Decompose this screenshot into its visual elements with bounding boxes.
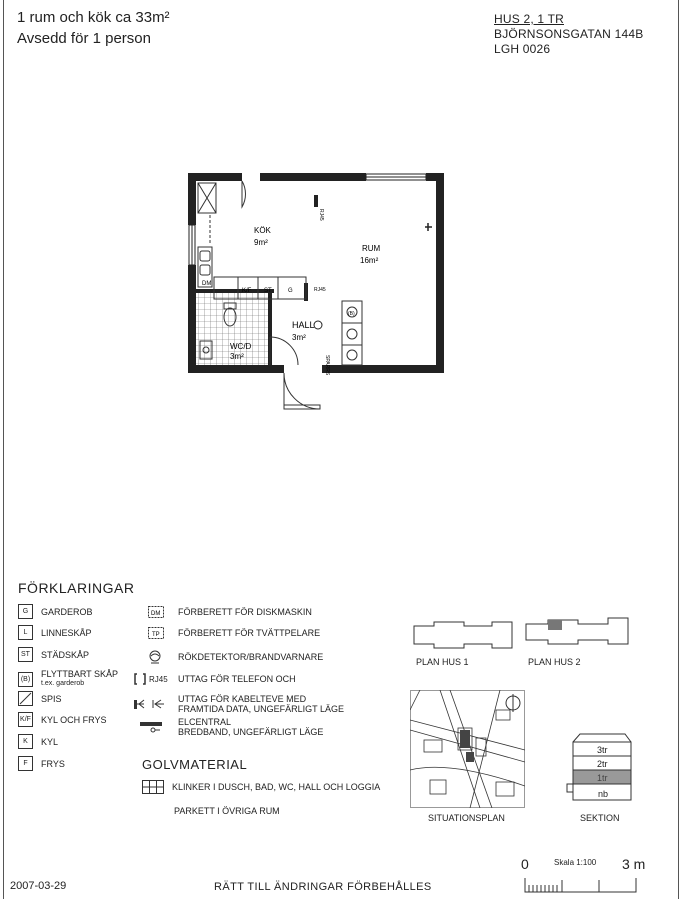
legend-item-telefon: RJ45 UTTAG FÖR TELEFON OCH [134, 673, 296, 685]
room-area: 16m² [360, 256, 379, 265]
legend-heading: FÖRKLARINGAR [18, 580, 135, 596]
legend-item-kyl: K KYL [18, 734, 58, 749]
legend-item-kylfrys: K/F KYL OCH FRYS [18, 712, 107, 727]
spis-icon [18, 691, 33, 706]
legend-item-kabeltv: UTTAG FÖR KABELTEVE MED FRAMTIDA DATA, UNGEFÄRLIGT LÄGE [134, 694, 344, 714]
scale-zero: 0 [521, 856, 529, 872]
g-label: G [288, 288, 293, 294]
legend-item-tvattpelare: TP FÖRBERETT FÖR TVÄTTPELARE [148, 627, 320, 639]
kyl-icon: K [18, 734, 33, 749]
linneskap-icon: L [18, 625, 33, 640]
rj45-symbol [314, 195, 318, 207]
golv-parkett: PARKETT I ÖVRIGA RUM [174, 806, 280, 816]
svg-text:DM: DM [151, 611, 161, 617]
flyttbart-skap-icon: (B) [18, 672, 33, 687]
drawing-date: 2007-03-29 [10, 880, 67, 892]
legend-item-linneskap: L LINNESKÅP [18, 625, 92, 640]
section-floor-nb: nb [598, 789, 609, 799]
kyl-frys-icon: K/F [18, 712, 33, 727]
dm-label: DM [202, 281, 212, 287]
scale-max: 3 m [622, 856, 646, 872]
legend-item-diskmaskin: DM FÖRBERETT FÖR DISKMASKIN [148, 606, 312, 618]
hall-label: HALL [292, 320, 315, 330]
kitchen-fixtures [198, 181, 306, 299]
legend-item-elcentral: ELCENTRAL BREDBAND, UNGEFÄRLIGT LÄGE [140, 717, 323, 737]
tile-icon [142, 780, 168, 794]
plan-hus2-label: PLAN HUS 2 [528, 657, 581, 667]
frys-icon: F [18, 756, 33, 771]
rj45-label: RJ45 [318, 209, 324, 221]
legend-item-garderob: G GARDEROB [18, 604, 93, 619]
scale-bar [524, 876, 639, 894]
apartment-size: 1 rum och kök ca 33m² [17, 9, 170, 26]
legend-item-stadskap: ST STÄDSKÅP [18, 647, 89, 662]
plan-hus1-label: PLAN HUS 1 [416, 657, 469, 667]
golvmaterial-heading: GOLVMATERIAL [142, 757, 248, 772]
hall-area: 3m² [292, 333, 306, 342]
disclaimer: RÄTT TILL ÄNDRINGAR FÖRBEHÅLLES [214, 881, 432, 893]
tvattpelare-icon [148, 627, 174, 639]
golv-klinker: KLINKER I DUSCH, BAD, WC, HALL OCH LOGGIA [142, 780, 380, 794]
section-floor-3tr: 3tr [597, 745, 608, 755]
rj45-label-hall: RJ45 [314, 287, 326, 293]
diskmaskin-icon [148, 606, 174, 618]
situation-plan-map [410, 690, 525, 808]
plan-hus2-diagram [524, 614, 632, 652]
wc-area: 3m² [230, 352, 244, 361]
kabeltv-icon [134, 697, 174, 711]
smoke-detector-icon [314, 321, 322, 329]
section-floor-2tr: 2tr [597, 759, 608, 769]
apartment-number: LGH 0026 [494, 42, 551, 56]
entrance-door [284, 373, 320, 409]
street-address: BJÖRNSONSGATAN 144B [494, 27, 644, 41]
sparrs-label: SPARRS [324, 355, 330, 376]
kitchen-area: 9m² [254, 238, 268, 247]
section-floor-1tr: 1tr [597, 773, 608, 783]
occupancy: Avsedd för 1 person [17, 30, 151, 47]
situation-plan-label: SITUATIONSPLAN [428, 813, 505, 823]
apartment-location-marker [548, 620, 562, 630]
stadskap-icon: ST [18, 647, 33, 662]
elcentral-icon [140, 721, 174, 733]
floor-plan [180, 165, 470, 415]
legend-item-flyttbart: (B) FLYTTBART SKÅP t.ex. garderob [18, 669, 118, 689]
svg-text:TP: TP [152, 632, 160, 638]
house-floor: HUS 2, 1 TR [494, 12, 564, 26]
legend-item-rokdetektor: RÖKDETEKTOR/BRANDVARNARE [148, 650, 323, 664]
smoke-detector-legend-icon [148, 650, 174, 664]
rj45-legend-icon: RJ45 [134, 673, 174, 685]
legend-item-frys: F FRYS [18, 756, 65, 771]
kf-label: K/F [242, 288, 252, 294]
tv-outlet-symbol [425, 223, 432, 231]
st-label: ST [264, 288, 272, 294]
wardrobe-b-label: (B) [348, 311, 355, 317]
scale-label: Skala 1:100 [554, 858, 597, 867]
wc-label: WC/D [230, 342, 252, 351]
plan-hus1-diagram [412, 618, 517, 654]
legend-item-spis: SPIS [18, 691, 62, 706]
windows [189, 174, 426, 265]
room-label: RUM [362, 244, 381, 253]
kitchen-label: KÖK [254, 226, 271, 235]
section-label: SEKTION [580, 813, 620, 823]
garderob-icon: G [18, 604, 33, 619]
